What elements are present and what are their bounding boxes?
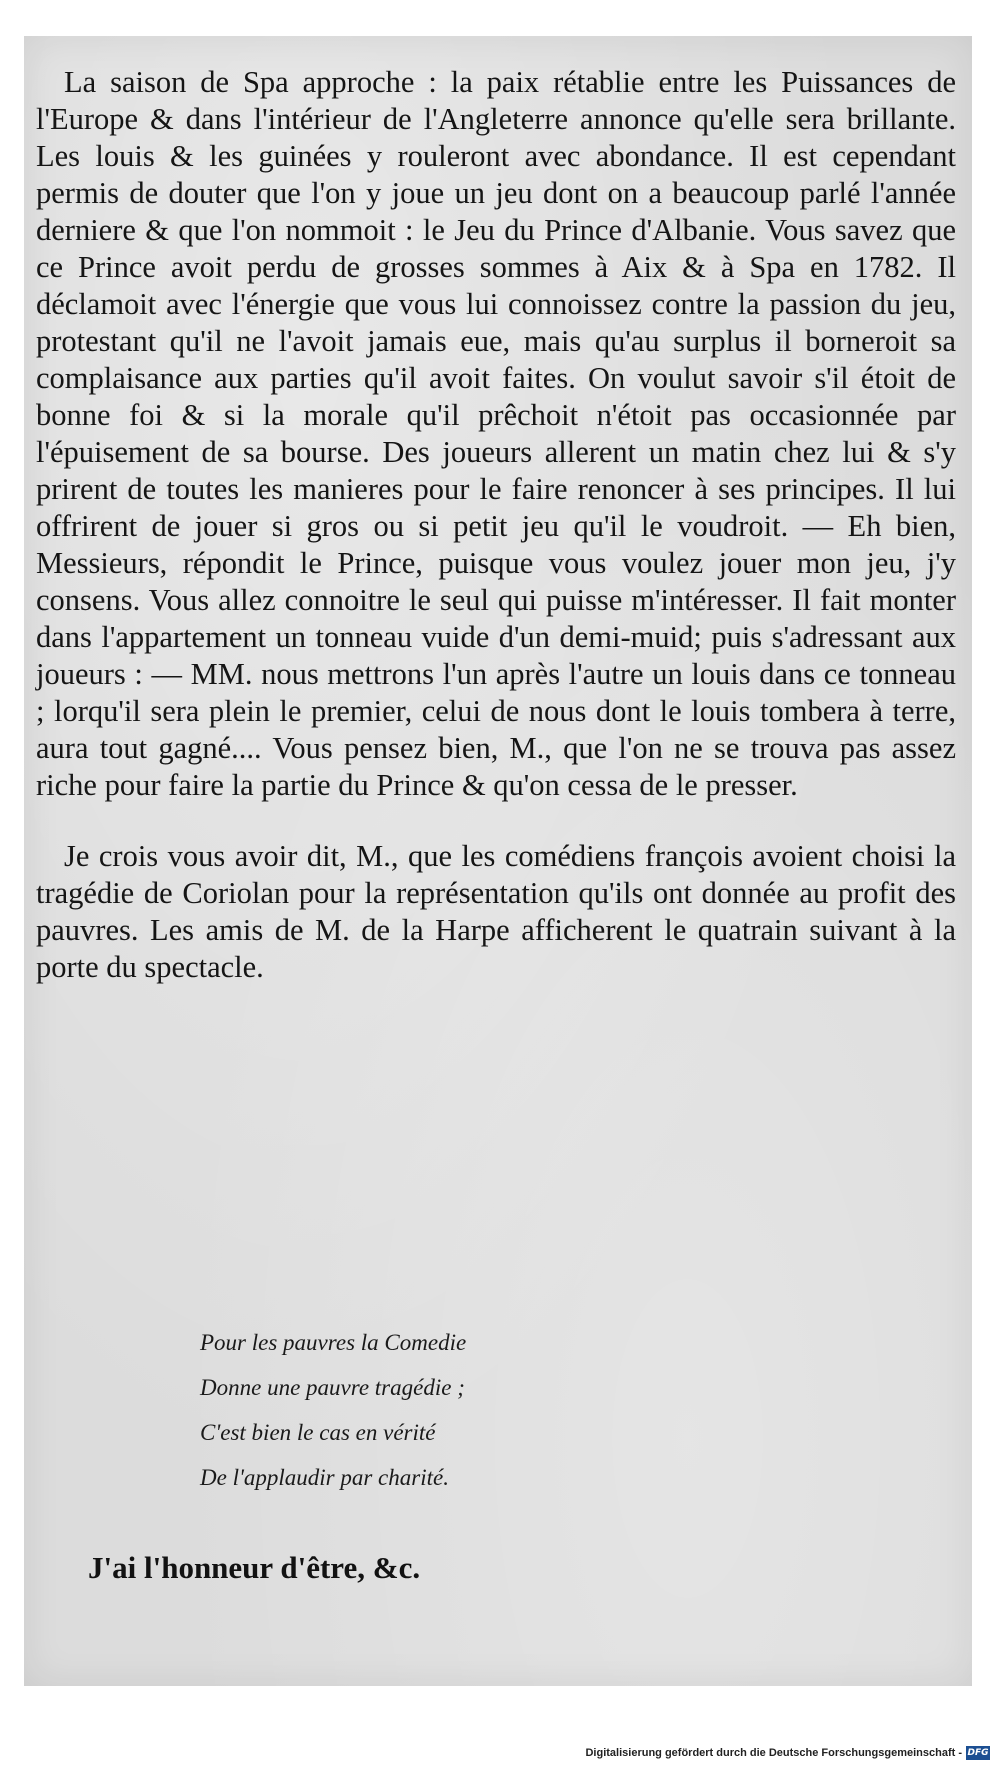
- dfg-logo-icon: DFG: [967, 1748, 989, 1758]
- verse-line: De l'applaudir par charité.: [200, 1465, 449, 1490]
- quatrain: [200, 1320, 466, 1500]
- verse-line: Donne une pauvre tragédie ;: [200, 1375, 465, 1400]
- digitization-footer: [585, 1746, 990, 1760]
- verse-line: C'est bien le cas en vérité: [200, 1420, 436, 1445]
- footer-text: Digitalisierung gefördert durch die Deutsche Forschungsgemeinschaft -: [585, 1747, 962, 1759]
- closing-salutation: J'ai l'honneur d'être, &c.: [88, 1550, 421, 1585]
- paragraph-spa: La saison de Spa approche : la paix rétablie entre les Puissances de l'Europe & dans l'intérieur de l'Angleterre annonce qu'elle sera brillante. Les louis & les guinées y rouleront avec abondance. Il est cependant permis de douter que l'on y joue un jeu dont on a beaucoup parlé l'année derniere & que l'on nommoit : le Jeu du Prince d'Albanie. Vous savez que ce Prince avoit perdu de grosses sommes à Aix & à Spa en 1782. Il déclamoit avec l'énergie que vous lui connoissez contre la passion du jeu, protestant qu'il ne l'avoit jamais eue, mais qu'au surplus il borneroit sa complaisance aux parties qu'il avoit faites. On voulut savoir s'il étoit de bonne foi & si la morale qu'il prêchoit n'étoit pas occasionnée par l'épuisement de sa bourse. Des joueurs allerent un matin chez lui & s'y prirent de toutes les manieres pour le faire renoncer à ses principes. Il lui offrirent de jouer si gros ou si petit jeu qu'il le voudroit. — Eh bien, Messieurs, répondit le Prince, puisque vous voulez jouer mon jeu, j'y consens. Vous allez connoitre le seul qui puisse m'intéresser. Il fait monter dans l'appartement un tonneau vuide d'un demi-muid; puis s'adressant aux joueurs : — MM. nous mettrons l'un après l'autre un louis dans ce tonneau ; lorqu'il sera plein le premier, celui de nous dont le louis tombera à terre, aura tout gagné.... Vous pensez bien, M., que l'on ne se trouva pas assez riche pour faire la partie du Prince & qu'on cessa de le presser.: [36, 65, 956, 802]
- paragraph-coriolan: Je crois vous avoir dit, M., que les comédiens françois avoient choisi la tragédie de Coriolan pour la représentation qu'ils ont donnée au profit des pauvres. Les amis de M. de la Harpe afficherent le quatrain suivant à la porte du spectacle.: [36, 839, 956, 984]
- body-text: [36, 64, 956, 986]
- verse-line: Pour les pauvres la Comedie: [200, 1330, 467, 1355]
